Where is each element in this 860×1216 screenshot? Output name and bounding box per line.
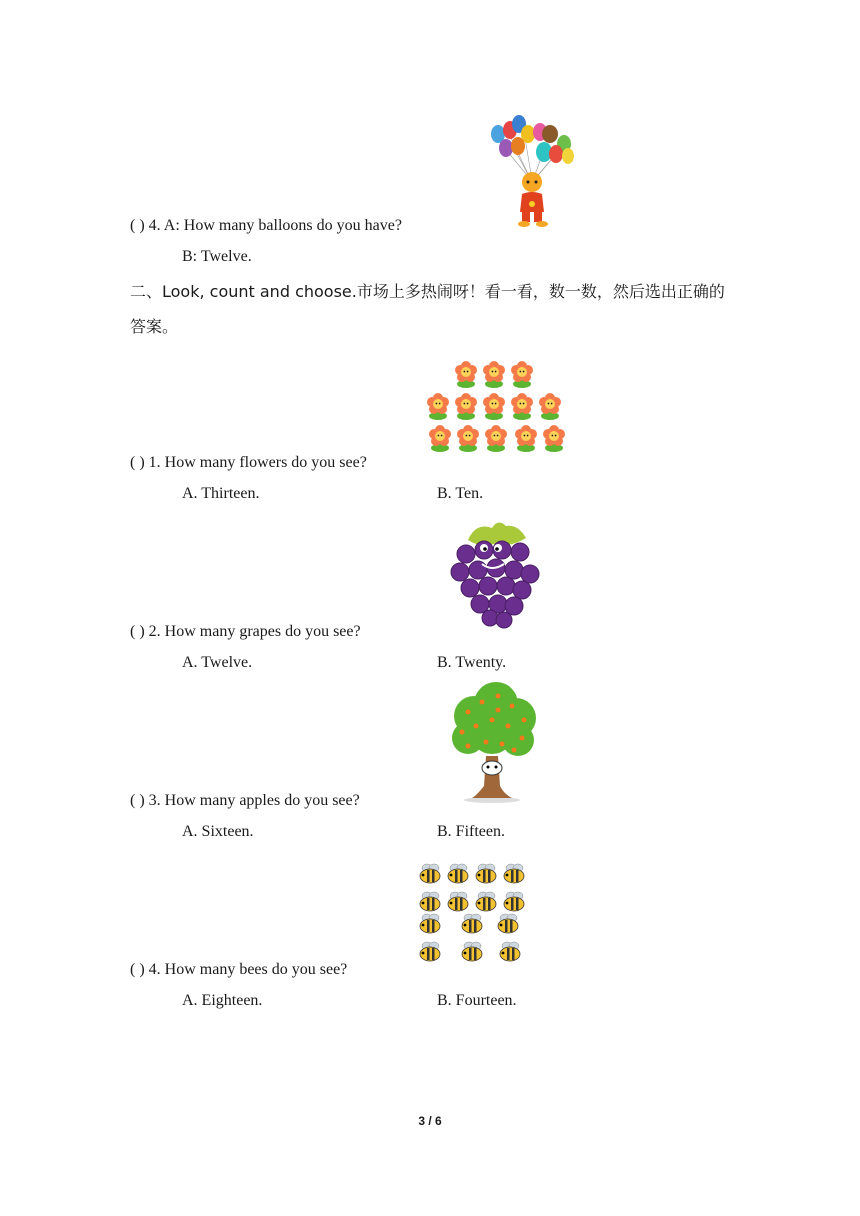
question-1-option-a[interactable]: A. Thirteen. [182,485,260,502]
question-3-option-a[interactable]: A. Sixteen. [182,823,254,840]
question-4-option-a[interactable]: A. Eighteen. [182,992,263,1009]
question-3-option-b[interactable]: B. Fifteen. [437,823,505,840]
question-4-option-b[interactable]: B. Fourteen. [437,992,517,1009]
page-number: 3 / 6 [418,1114,442,1128]
section-2-heading: 二、Look, count and choose.市场上多热闹呀！看一看，数一数，然后选出正确的 [130,282,725,301]
question-2-option-b[interactable]: B. Twenty. [437,654,507,671]
apple-tree-picture [446,682,538,804]
question-4: ( ) 4. How many bees do you see? [130,961,348,978]
section-2-heading-cont: 答案。 [130,317,179,336]
question-3: ( ) 3. How many apples do you see? [130,792,360,809]
balloon-tiger-picture [486,112,582,228]
prev-question-4-answer: B: Twelve. [182,248,252,265]
prev-question-4: ( ) 4. A: How many balloons do you have? [130,217,402,234]
question-2-option-a[interactable]: A. Twelve. [182,654,253,671]
question-1-option-b[interactable]: B. Ten. [437,485,484,502]
question-2: ( ) 2. How many grapes do you see? [130,623,361,640]
question-1: ( ) 1. How many flowers do you see? [130,454,367,471]
grapes-picture [446,518,542,630]
bees-picture [416,862,532,970]
flowers-picture [422,358,574,458]
